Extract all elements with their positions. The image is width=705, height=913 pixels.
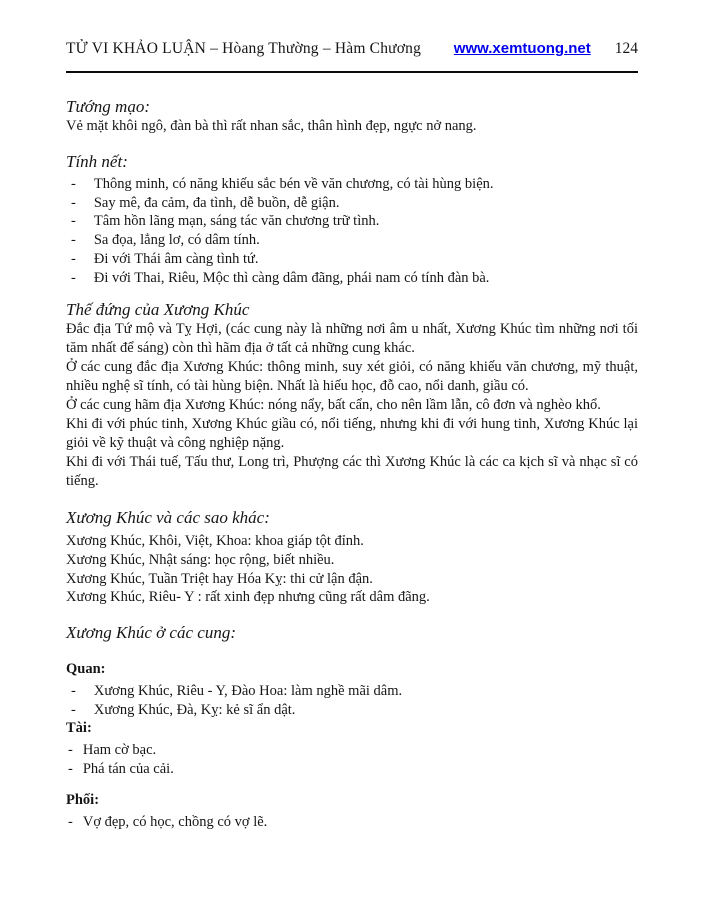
section-heading-tinh-net: Tính nết: [66, 152, 128, 171]
website-link[interactable]: www.xemtuong.net [453, 40, 591, 57]
section-heading-cac-cung: Xương Khúc ở các cung: [66, 623, 236, 643]
dash-marker: - [71, 232, 76, 249]
dash-marker: - [71, 701, 76, 718]
list-item-text: Đi với Thai, Riêu, Mộc thì càng dâm đãng, phái nam có tính đàn bà. [93, 269, 490, 286]
list-item [66, 741, 638, 760]
dash-marker: - [68, 742, 73, 759]
dash-marker: - [71, 683, 76, 700]
sub-label-tai: Tài: [66, 720, 92, 737]
sub-label-quan: Quan: [66, 661, 106, 678]
list-item-text: Đi với Thái âm càng tình tứ. [93, 250, 259, 267]
dash-marker: - [71, 194, 76, 211]
list-item-text: Tâm hồn lãng mạn, sáng tác văn chương trữ tình. [93, 213, 380, 230]
page-header [66, 0, 638, 58]
list-item-text: Thông minh, có năng khiếu sắc bén về văn chương, có tài hùng biện. [93, 176, 494, 192]
list-item [66, 682, 638, 701]
dash-marker: - [71, 176, 76, 192]
dash-marker: - [71, 250, 76, 267]
dash-marker: - [71, 269, 76, 286]
dash-marker: - [71, 213, 76, 230]
list-item-text: Sa đọa, lẳng lơ, có dâm tính. [93, 232, 260, 249]
list-item [66, 269, 638, 288]
paragraph: Vẻ mặt khôi ngô, đàn bà thì rất nhan sắc, thân hình đẹp, ngực nở nang. [66, 118, 477, 134]
section-heading-sao-khac: Xương Khúc và các sao khác: [66, 508, 270, 528]
paragraph: Ở các cung đắc địa Xương Khúc: thông minh, suy xét giỏi, có năng khiếu văn chương, mỹ thuật, nhiều nghệ sĩ tính, có tài hùng biện. Nhất là hiếu học, đỗ cao, nổi danh, giầu có. [66, 359, 638, 395]
sub-label-phoi: Phối: [66, 791, 100, 808]
list-item-text: Phá tán của cải. [82, 761, 174, 778]
phoi-list [66, 813, 638, 832]
list-item [66, 212, 638, 231]
combination-line: Xương Khúc, Nhật sáng: học rộng, biết nhiều. [66, 551, 335, 568]
section-heading-the-dung: Thế đứng của Xương Khúc [66, 300, 250, 320]
star-combination-list [66, 532, 638, 607]
page-number: 124 [614, 40, 638, 57]
list-item-text: Xương Khúc, Riêu - Y, Đào Hoa: làm nghề mãi dâm. [93, 683, 403, 700]
document-title: TỬ VI KHẢO LUẬN – Hòang Thường – Hàm Chương [66, 40, 422, 57]
section-heading-tuong-mao: Tướng mạo: [66, 97, 150, 116]
list-item [66, 813, 638, 832]
paragraph: Khi đi với Thái tuế, Tấu thư, Long trì, Phượng các thì Xương Khúc là các ca kịch sĩ và nhạc sĩ có tiếng. [66, 454, 638, 490]
paragraph: Ở các cung hãm địa Xương Khúc: nóng nẩy, bất cẩn, cho nên lầm lẫn, cô đơn và nghèo khổ. [66, 397, 601, 414]
list-item [66, 231, 638, 250]
list-item [66, 701, 638, 720]
list-item-text: Vợ đẹp, có học, chồng có vợ lẽ. [82, 813, 268, 830]
list-item-text: Say mê, đa cảm, đa tình, dễ buồn, dễ giận. [93, 194, 340, 211]
list-item [66, 175, 638, 194]
dash-marker: - [68, 761, 73, 778]
list-item [66, 760, 638, 779]
list-item-text: Ham cờ bạc. [82, 742, 157, 759]
dash-marker: - [68, 813, 73, 830]
list-item [66, 194, 638, 213]
combination-line: Xương Khúc, Khôi, Việt, Khoa: khoa giáp tột đỉnh. [66, 533, 364, 550]
list-item-text: Xương Khúc, Đà, Kỵ: kẻ sĩ ẩn dật. [93, 701, 296, 718]
header-divider [66, 71, 638, 73]
tai-list [66, 741, 638, 778]
trait-list [66, 175, 638, 287]
list-item [66, 250, 638, 269]
combination-line: Xương Khúc, Riêu- Y : rất xinh đẹp nhưng cũng rất dâm đãng. [66, 589, 430, 606]
quan-list [66, 682, 638, 719]
combination-line: Xương Khúc, Tuần Triệt hay Hóa Kỵ: thi cử lận đận. [66, 570, 373, 587]
paragraph: Đắc địa Tứ mộ và Tỵ Hợi, (các cung này là những nơi âm u nhất, Xương Khúc tìm những nơi tối tăm nhất để sáng) còn thì hãm địa ở tất cả những cung khác. [66, 321, 638, 357]
paragraph: Khi đi với phúc tinh, Xương Khúc giầu có, nổi tiếng, nhưng khi đi với hung tinh, Xương Khúc lại giỏi về kỹ thuật và công nghiệp nặng. [66, 416, 638, 452]
